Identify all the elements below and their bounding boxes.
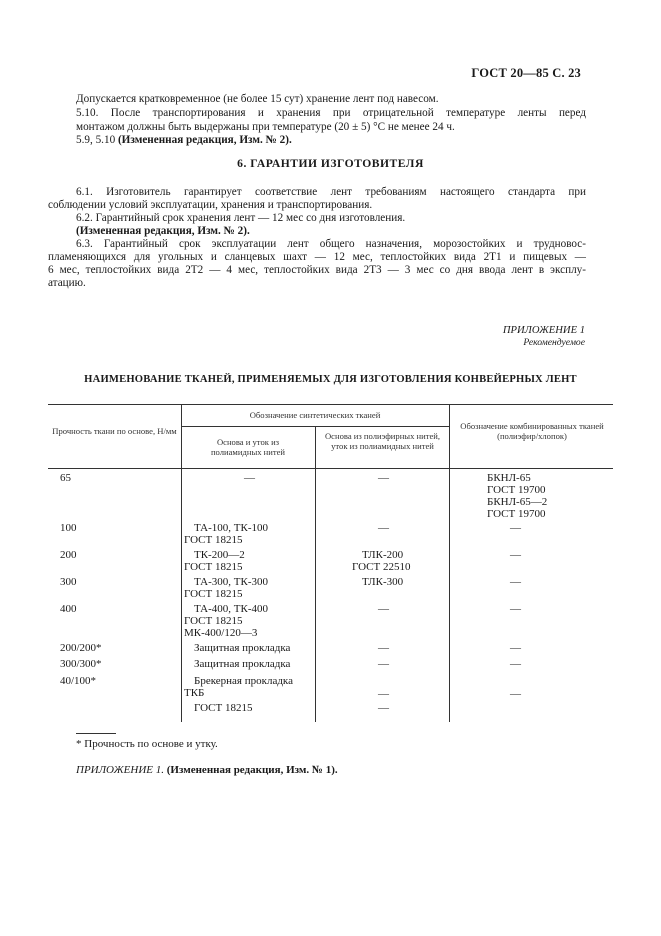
row-40-100-polyamide-2: ТКБ	[184, 687, 205, 699]
paragraph-6-3-line4: атацию.	[48, 277, 86, 289]
row-300-polyester: ТЛК-300	[362, 576, 404, 588]
row-65-strength: 65	[60, 472, 71, 484]
edition-note-6-2: (Измененная редакция, Изм. № 2).	[76, 225, 250, 237]
row-100-polyester: —	[378, 522, 389, 534]
row-400-polyester: —	[378, 603, 389, 615]
footnote-rule	[76, 733, 116, 734]
row-200-strength: 200	[60, 549, 77, 561]
appendix-status: Рекомендуемое	[523, 337, 585, 348]
paragraph-5-10-line2: монтажом должны быть выдержаны при температуре (20 ± 5) °С не менее 24 ч.	[76, 121, 455, 133]
row-40-100-combined: —	[510, 688, 521, 700]
row-400-combined: —	[510, 603, 521, 615]
row-200-combined: —	[510, 549, 521, 561]
row-200-polyamide-1: ТК-200—2	[194, 549, 245, 561]
page-header: ГОСТ 20—85 С. 23	[471, 66, 581, 80]
row-200-200-polyester: —	[378, 642, 389, 654]
row-200-200-combined: —	[510, 642, 521, 654]
section-title: 6. ГАРАНТИИ ИЗГОТОВИТЕЛЯ	[237, 157, 424, 170]
bottom-note-edition: (Измененная редакция, Изм. № 1).	[166, 764, 338, 776]
row-300-strength: 300	[60, 576, 77, 588]
row-200-polyamide-2: ГОСТ 18215	[184, 561, 243, 573]
paragraph-6-1-line1: 6.1. Изготовитель гарантирует соответствие лент требованиям настоящего стандарта при	[76, 186, 586, 198]
table-title: НАИМЕНОВАНИЕ ТКАНЕЙ, ПРИМЕНЯЕМЫХ ДЛЯ ИЗГОТОВЛЕНИЯ КОНВЕЙЕРНЫХ ЛЕНТ	[84, 374, 577, 385]
paragraph-6-3-line3: 6 мес, теплостойких вида 2Т2 — 4 мес, теплостойких вида 2Т3 — 3 мес со дня ввода лент в эксплу-	[48, 264, 586, 276]
row-200-200-polyamide: Защитная прокладка	[194, 642, 291, 654]
row-100-combined: —	[510, 522, 521, 534]
edition-note-5-prefix: 5.9, 5.10	[76, 134, 118, 146]
row-300-combined: —	[510, 576, 521, 588]
edition-note-5-bold: (Измененная редакция, Изм. № 2).	[117, 134, 292, 146]
appendix-label	[503, 325, 585, 349]
appendix-title: ПРИЛОЖЕНИЕ 1	[502, 325, 585, 336]
paragraph-6-3-line2: пламеняющихся для угольных и сланцевых шахт — 12 мес, теплостойких вида 2Т1 и пищевых —	[48, 251, 586, 263]
row-300-300-polyamide: Защитная прокладка	[194, 658, 291, 670]
paragraph-6-1-line2: соблюдении условий эксплуатации, хранения и транспортирования.	[48, 199, 373, 211]
row-300-300-combined: —	[510, 658, 521, 670]
footnote: * Прочность по основе и утку.	[76, 738, 218, 750]
row-100-polyamide-2: ГОСТ 18215	[184, 534, 243, 546]
row-100-polyamide-1: ТА-100, ТК-100	[194, 522, 268, 534]
row-100-strength: 100	[60, 522, 77, 534]
fabric-table	[48, 404, 613, 722]
row-40-100-polyester-1: —	[378, 688, 389, 700]
row-65-polyamide: —	[244, 472, 255, 484]
paragraph-5-10-line1: 5.10. После транспортирования и хранения при отрицательной температуре ленты перед	[76, 107, 586, 119]
header-strength: Прочность ткани по основе, Н/мм	[52, 426, 177, 436]
table-header-rule	[48, 468, 613, 469]
row-400-polyamide-2: ГОСТ 18215	[184, 615, 243, 627]
edition-note-5	[76, 134, 586, 148]
row-40-100-polyamide-3: ГОСТ 18215	[194, 702, 253, 714]
row-300-300-polyester: —	[378, 658, 389, 670]
paragraph-6-2: 6.2. Гарантийный срок хранения лент — 12 мес со дня изготовления.	[76, 212, 406, 224]
row-300-polyamide-2: ГОСТ 18215	[184, 588, 243, 600]
bottom-edition-note	[76, 764, 338, 776]
row-40-100-polyester-2: —	[378, 702, 389, 714]
header-polyamide: Основа и уток из полиамидных нитей	[210, 437, 286, 458]
row-200-200-strength: 200/200*	[60, 642, 102, 654]
row-65-combined-2: ГОСТ 19700	[487, 484, 546, 496]
table-col-rule-1	[181, 404, 182, 722]
row-200-polyester-2: ГОСТ 22510	[352, 561, 411, 573]
row-65-polyester: —	[378, 472, 389, 484]
row-200-polyester-1: ТЛК-200	[362, 549, 404, 561]
row-300-polyamide-1: ТА-300, ТК-300	[194, 576, 268, 588]
row-65-combined-1: БКНЛ-65	[487, 472, 531, 484]
row-400-strength: 400	[60, 603, 77, 615]
bottom-note-appendix: ПРИЛОЖЕНИЕ 1.	[76, 764, 164, 776]
row-65-combined-4: ГОСТ 19700	[487, 508, 546, 520]
row-40-100-polyamide-1: Брекерная прокладка	[194, 675, 293, 687]
table-col-rule-2	[315, 426, 316, 722]
header-combined: Обозначение комбинированных тканей (полиэфир/хлопок)	[460, 421, 604, 442]
paragraph-storage: Допускается кратковременное (не более 15 сут) хранение лент под навесом.	[76, 93, 439, 105]
paragraph-6-3-line1: 6.3. Гарантийный срок эксплуатации лент общего назначения, морозостойких и трудновос-	[76, 238, 586, 250]
header-synthetic-group: Обозначение синтетических тканей	[249, 410, 381, 420]
row-65-combined-3: БКНЛ-65—2	[487, 496, 548, 508]
header-polyester: Основа из полиэфирных нитей, уток из полиамидных нитей	[324, 431, 441, 452]
row-400-polyamide-3: МК-400/120—3	[184, 627, 258, 639]
row-40-100-strength: 40/100*	[60, 675, 97, 687]
table-col-rule-3	[449, 404, 450, 722]
table-top-rule	[48, 404, 613, 405]
row-300-300-strength: 300/300*	[60, 658, 102, 670]
row-400-polyamide-1: ТА-400, ТК-400	[194, 603, 268, 615]
